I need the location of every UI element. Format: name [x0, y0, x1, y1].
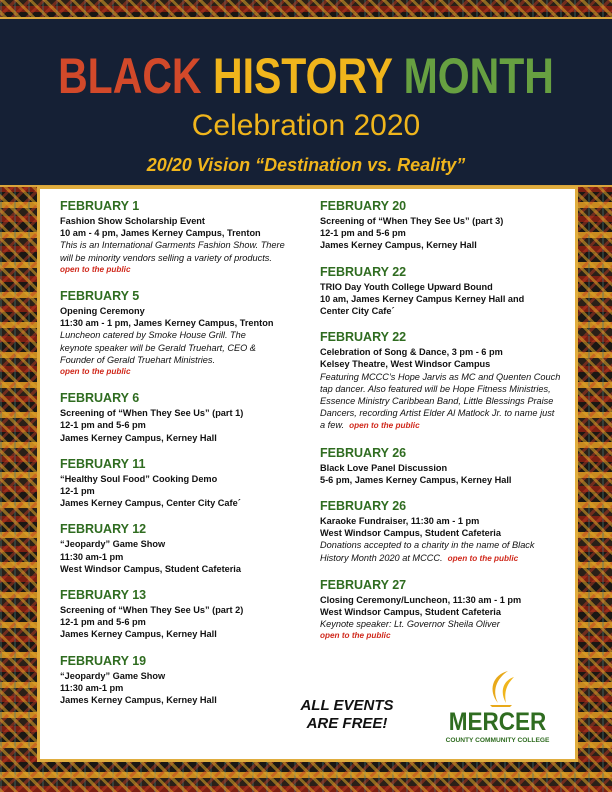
event-date: FEBRUARY 6 — [60, 391, 140, 406]
public-tag: open to the public — [60, 264, 131, 274]
theme-line: 20/20 Vision “Destination vs. Reality” — [146, 155, 466, 175]
event-description: Essence Ministry Caribbean Band, Little Blessings Praise — [320, 396, 554, 407]
event-title: “Jeopardy” Game Show — [60, 670, 166, 681]
event-feb-26-panel — [320, 446, 565, 486]
event-time-location: 10 am - 4 pm, James Kerney Campus, Trenton — [60, 228, 261, 239]
event-title: Karaoke Fundraiser, 11:30 am - 1 pm — [320, 516, 480, 527]
event-feb-26-karaoke — [320, 499, 565, 565]
event-location: West Windsor Campus, Student Cafeteria — [320, 607, 501, 618]
event-location: James Kerney Campus, Center City Cafe´ — [60, 498, 241, 509]
event-title: Opening Ceremony — [60, 306, 145, 317]
event-feb-27 — [320, 578, 565, 643]
event-title: Screening of “When They See Us” (part 1) — [60, 408, 244, 419]
event-date: FEBRUARY 11 — [60, 456, 146, 471]
event-location: James Kerney Campus, Kerney Hall — [60, 695, 217, 706]
public-tag: open to the public — [447, 553, 519, 563]
title-word-black: BLACK — [58, 48, 202, 104]
event-time: 11:30 am-1 pm — [60, 551, 124, 562]
event-feb-6 — [60, 391, 300, 444]
events-column-right — [320, 199, 565, 656]
event-time-location: 10 am, James Kerney Campus Kerney Hall and — [320, 293, 525, 304]
event-description: Founder of Gerald Truehart Ministries. — [60, 354, 216, 365]
event-description: History Month 2020 at MCCC. — [320, 552, 443, 563]
event-feb-19 — [60, 654, 300, 707]
title-word-history: HISTORY — [212, 48, 393, 104]
event-feb-22-trio — [320, 265, 565, 318]
free-line-2: ARE FREE! — [306, 715, 388, 732]
event-feb-20 — [320, 199, 565, 252]
event-description: Keynote speaker: Lt. Governor Sheila Oliver — [320, 619, 500, 630]
page-subtitle: Celebration 2020 — [191, 109, 421, 142]
event-location: West Windsor Campus, Student Cafeteria — [320, 528, 501, 539]
event-description: Donations accepted to a charity in the name of Black — [320, 540, 535, 551]
event-location: West Windsor Campus, Student Cafeteria — [60, 563, 241, 574]
event-title: Screening of “When They See Us” (part 3) — [320, 216, 504, 226]
event-title: Black Love Panel Discussion — [320, 462, 448, 473]
event-location: James Kerney Campus, Kerney Hall — [320, 240, 477, 251]
event-date: FEBRUARY 22 — [320, 330, 407, 345]
event-time: 12-1 pm and 5-6 pm — [320, 228, 406, 239]
event-location: Kelsey Theatre, West Windsor Campus — [320, 359, 491, 370]
public-tag: open to the public — [349, 421, 420, 431]
event-time-location: 5-6 pm, James Kerney Campus, Kerney Hall — [320, 474, 512, 485]
event-title: Fashion Show Scholarship Event — [60, 216, 205, 226]
event-time: 12-1 pm and 5-6 pm — [60, 420, 146, 431]
event-feb-1 — [60, 199, 300, 276]
event-description: a few. — [320, 420, 345, 431]
event-description: will be minority vendors selling a variety of products. — [60, 252, 272, 263]
logo-tagline: COUNTY COMMUNITY COLLEGE — [445, 737, 550, 744]
event-date: FEBRUARY 12 — [60, 522, 147, 537]
mercer-crescent-icon — [480, 669, 520, 709]
event-feb-13 — [60, 588, 300, 641]
public-tag: open to the public — [320, 631, 391, 641]
event-title: TRIO Day Youth College Upward Bound — [320, 281, 493, 292]
event-description: Featuring MCCC’s Hope Jarvis as MC and Quenten Couch — [320, 371, 561, 382]
event-time: 12-1 pm — [60, 486, 95, 497]
events-panel — [37, 186, 578, 762]
event-feb-5 — [60, 289, 300, 378]
event-description: This is an International Garments Fashion Show. There — [60, 240, 285, 251]
event-title: Celebration of Song & Dance, 3 pm - 6 pm — [320, 347, 503, 358]
event-date: FEBRUARY 22 — [320, 264, 407, 279]
event-title: “Healthy Soul Food” Cooking Demo — [60, 473, 218, 484]
event-date: FEBRUARY 26 — [320, 445, 407, 460]
event-time: 11:30 am-1 pm — [60, 682, 124, 693]
event-location: Center City Cafe´ — [320, 306, 395, 317]
event-date: FEBRUARY 20 — [320, 199, 407, 213]
free-line-1: ALL EVENTS — [300, 697, 394, 714]
event-title: Closing Ceremony/Luncheon, 11:30 am - 1 pm — [320, 594, 522, 605]
event-time: 12-1 pm and 5-6 pm — [60, 617, 146, 628]
event-description: Dancers, recording Artist Elder Al Matlock Jr. to name just — [320, 408, 555, 419]
event-feb-11 — [60, 457, 300, 510]
event-description: keynote speaker will be Gerald Truehart, CEO & — [60, 342, 256, 353]
page-title — [55, 49, 557, 103]
header-banner — [0, 17, 612, 187]
event-description: tap dancer. Also featured will be Hope Fitness Ministries, — [320, 383, 551, 394]
events-column-left — [60, 199, 300, 719]
title-word-month: MONTH — [403, 48, 554, 104]
event-location: James Kerney Campus, Kerney Hall — [60, 629, 217, 640]
public-tag: open to the public — [60, 367, 131, 377]
event-feb-22-song-dance — [320, 330, 565, 432]
event-title: “Jeopardy” Game Show — [60, 539, 166, 550]
event-feb-12 — [60, 522, 300, 575]
event-date: FEBRUARY 26 — [320, 499, 407, 514]
event-date: FEBRUARY 27 — [320, 577, 407, 592]
event-date: FEBRUARY 1 — [60, 199, 140, 213]
event-time-location: 11:30 am - 1 pm, James Kerney Campus, Trenton — [60, 318, 274, 329]
mercer-logo — [435, 669, 560, 749]
event-date: FEBRUARY 19 — [60, 653, 147, 668]
event-date: FEBRUARY 5 — [60, 289, 140, 304]
logo-name: MERCER — [448, 708, 547, 736]
event-date: FEBRUARY 13 — [60, 588, 147, 603]
event-location: James Kerney Campus, Kerney Hall — [60, 432, 217, 443]
event-title: Screening of “When They See Us” (part 2) — [60, 605, 244, 616]
event-description: Luncheon catered by Smoke House Grill. The — [60, 330, 246, 341]
all-events-free-notice — [287, 697, 407, 733]
